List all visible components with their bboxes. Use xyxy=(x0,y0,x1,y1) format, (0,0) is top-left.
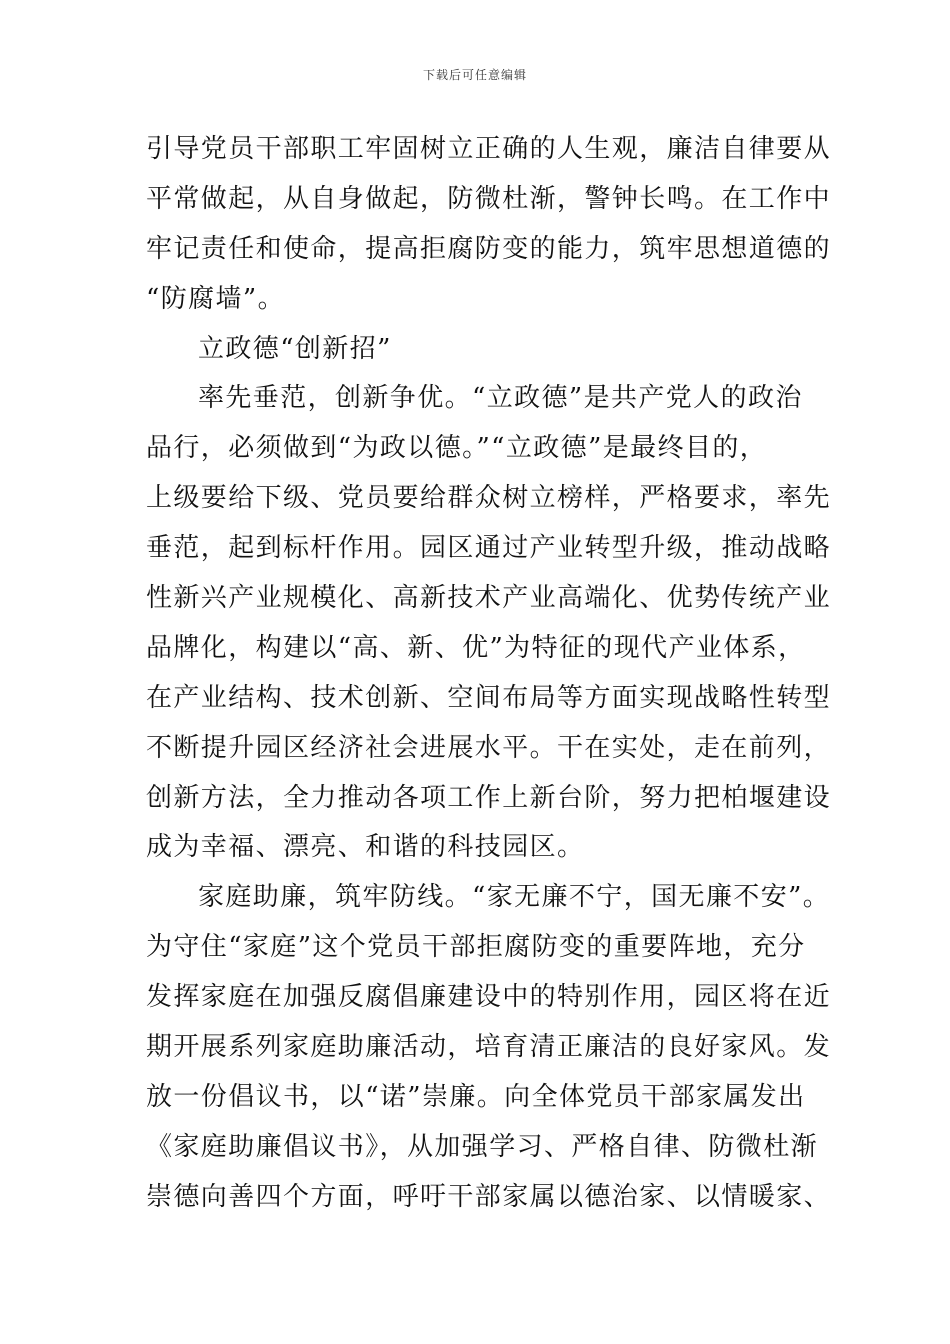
text-line: 平常做起，从自身做起，防微杜渐，警钟长鸣。在工作中 xyxy=(146,183,832,214)
page-header: 下载后可任意编辑 xyxy=(422,68,527,82)
text-line: 崇德向善四个方面，呼吁干部家属以德治家、以情暖家、 xyxy=(146,1181,832,1212)
text-line: 上级要给下级、党员要给群众树立榜样，严格要求，率先 xyxy=(146,483,832,514)
text-line: 发挥家庭在加强反腐倡廉建设中的特别作用，园区将在近 xyxy=(146,982,832,1013)
text-line: 家庭助廉，筑牢防线。“家无廉不宁，国无廉不安”。 xyxy=(198,882,831,913)
text-line: 立政德“创新招” xyxy=(198,333,392,364)
text-line: 品行，必须做到“为政以德。”“立政德”是最终目的， xyxy=(146,433,768,464)
text-line: 引导党员干部职工牢固树立正确的人生观，廉洁自律要从 xyxy=(146,134,832,164)
text-line: 成为幸福、漂亮、和谐的科技园区。 xyxy=(146,832,585,863)
text-line: 性新兴产业规模化、高新技术产业高端化、优势传统产业 xyxy=(146,583,832,614)
text-line: 创新方法，全力推动各项工作上新台阶，努力把柏堰建设 xyxy=(146,782,832,813)
text-line: 率先垂范，创新争优。“立政德”是共产党人的政治 xyxy=(198,383,803,414)
document-body xyxy=(146,125,832,1223)
text-line: 垂范，起到标杆作用。园区通过产业转型升级，推动战略 xyxy=(146,533,832,564)
text-line: “防腐墙”。 xyxy=(146,283,285,314)
text-line: 为守住“家庭”这个党员干部拒腐防变的重要阵地，充分 xyxy=(146,932,806,963)
text-line: 放一份倡议书，以“诺”崇廉。向全体党员干部家属发出 xyxy=(146,1081,806,1112)
text-line: 《家庭助廉倡议书》，从加强学习、严格自律、防微杜渐 xyxy=(146,1131,819,1162)
text-line: 品牌化，构建以“高、新、优”为特征的现代产业体系， xyxy=(146,632,806,663)
text-line: 不断提升园区经济社会进展水平。干在实处，走在前列， xyxy=(146,732,832,763)
text-line: 期开展系列家庭助廉活动，培育清正廉洁的良好家风。发 xyxy=(146,1032,832,1063)
text-line: 在产业结构、技术创新、空间布局等方面实现战略性转型 xyxy=(146,682,832,713)
text-line: 牢记责任和使命，提高拒腐防变的能力，筑牢思想道德的 xyxy=(146,233,832,264)
